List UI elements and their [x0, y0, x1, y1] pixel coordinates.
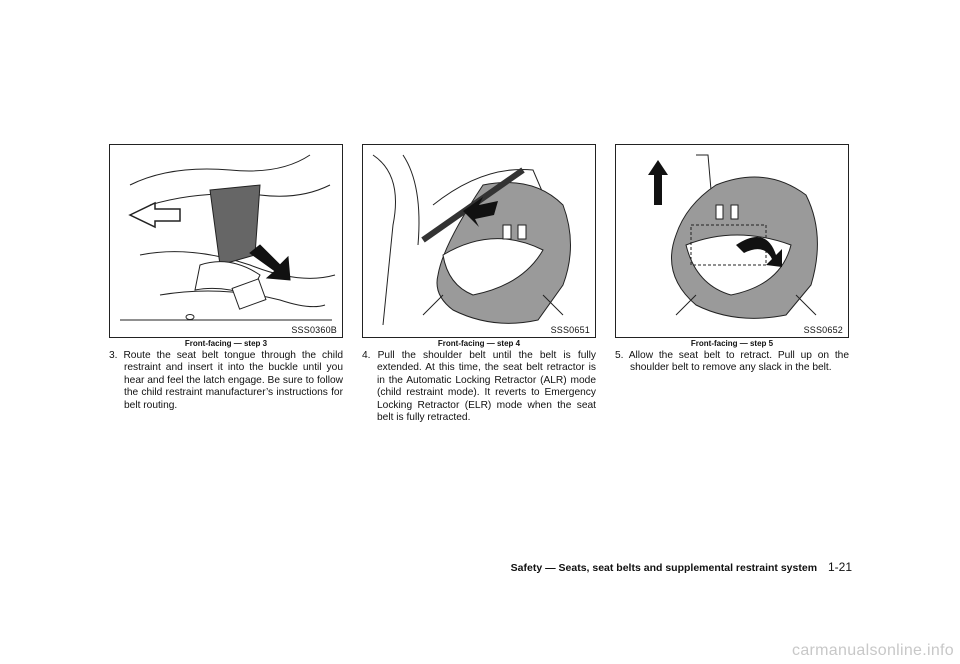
figure-code: SSS0360B: [291, 325, 337, 335]
step-3-column: [109, 144, 343, 412]
figure-caption: Front-facing — step 4: [437, 339, 521, 348]
step-text: 5. Allow the seat belt to retract. Pull up on the shoulder belt to remove any slack in the belt.: [615, 350, 849, 374]
watermark: carmanualsonline.info: [792, 642, 954, 659]
figure-code: SSS0651: [550, 325, 590, 335]
figure-caption: Front-facing — step 5: [690, 339, 774, 348]
figure-step-3: [109, 144, 343, 338]
figure-step-4: [362, 144, 596, 338]
section-title: Safety — Seats, seat belts and supplemental restraint system: [510, 562, 818, 574]
page-number: 1-21: [827, 560, 852, 574]
figure-step-5: [615, 144, 849, 338]
seat-belt-illustration-step-3: [110, 145, 342, 337]
figure-caption: Front-facing — step 3: [184, 339, 268, 348]
step-text: 3. Route the seat belt tongue through the child restraint and insert it into the buckle until you hear and feel the latch engage. Be sure to follow the child restraint manufacturer’s instructions for belt routing.: [109, 350, 343, 411]
figure-code: SSS0652: [803, 325, 843, 335]
seat-belt-illustration-step-5: [616, 145, 848, 337]
step-4-column: [362, 144, 596, 424]
step-text: 4. Pull the shoulder belt until the belt is fully extended. At this time, the seat belt retractor is in the Automatic Locking Retractor (ALR) mode (child restraint mode). It reverts to Emergency Locking Retractor (ELR) mode when the seat belt is fully retracted.: [362, 350, 596, 424]
step-5-column: [615, 144, 849, 375]
seat-belt-illustration-step-4: [363, 145, 595, 337]
page-footer: [511, 560, 852, 574]
